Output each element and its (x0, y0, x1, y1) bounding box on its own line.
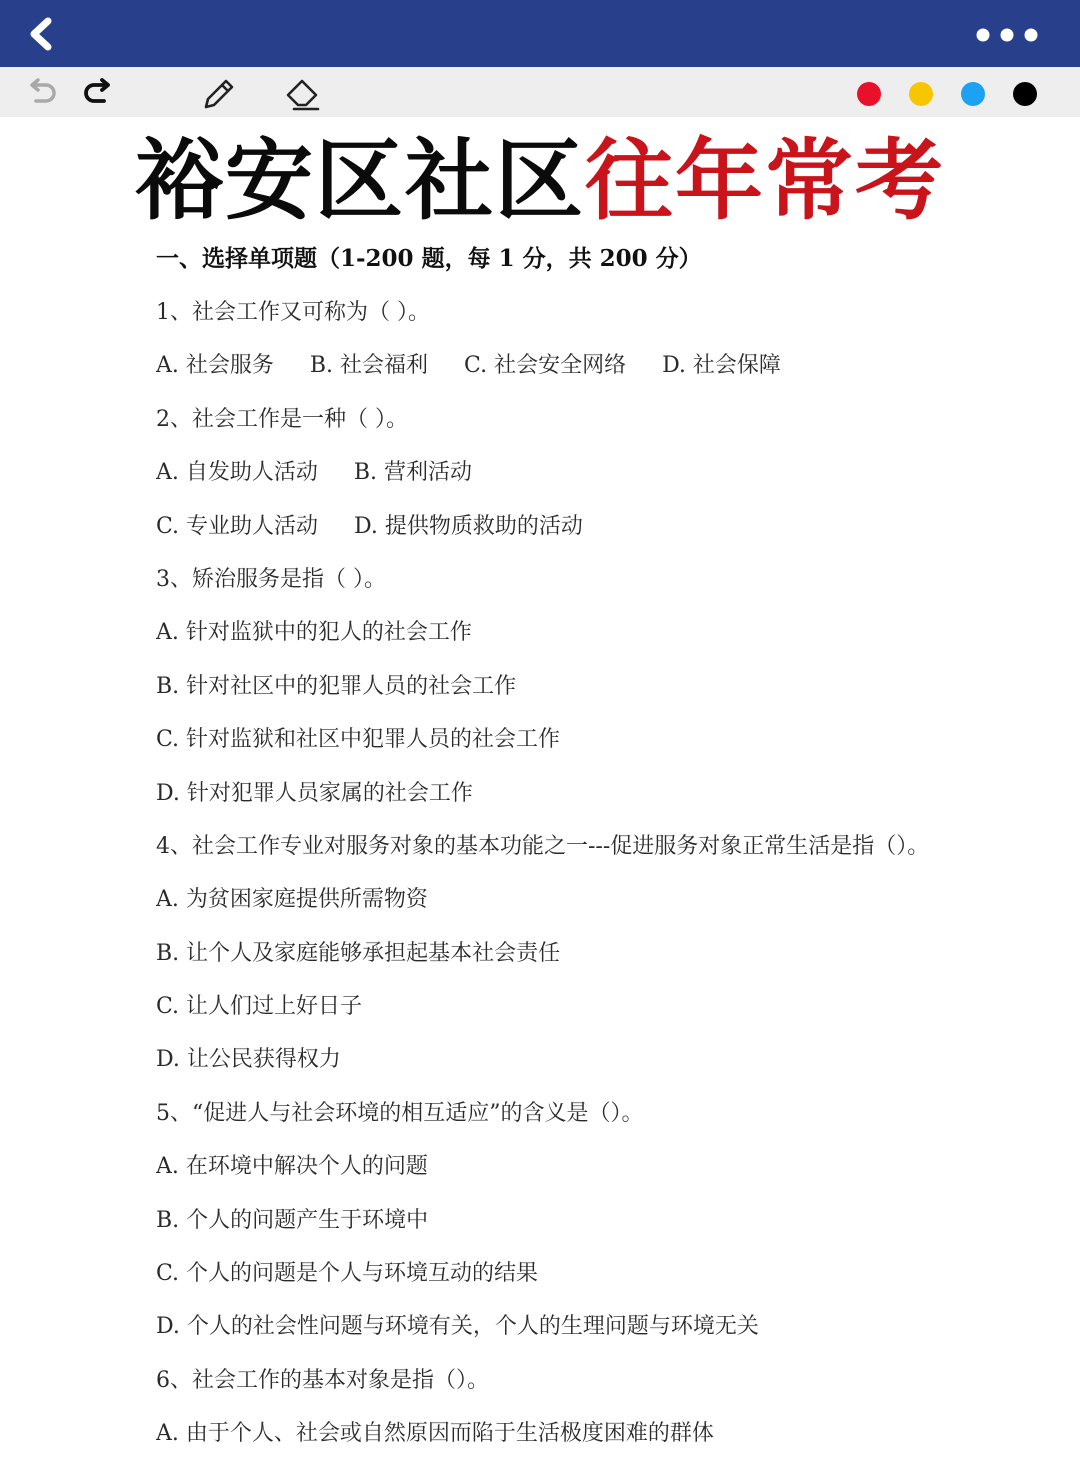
more-options-button[interactable] (974, 20, 1040, 50)
answer-option: C. 让人们过上好日子 (156, 994, 363, 1020)
option-row (156, 1407, 1040, 1460)
answer-option: D. 社会保障 (662, 353, 781, 379)
answer-option: A. 针对监狱中的犯人的社会工作 (156, 620, 472, 646)
eraser-button[interactable] (282, 73, 322, 113)
title-red-part: 往年常考 (585, 129, 946, 232)
option-row (156, 873, 1040, 926)
option-row (156, 500, 1040, 553)
option-row (156, 767, 1040, 820)
answer-option: A. 自发助人活动 (156, 460, 318, 486)
answer-option: B. 社会福利 (309, 353, 429, 379)
answer-option: B. 让个人及家庭能够承担起基本社会责任 (156, 940, 561, 966)
drawing-toolbar (0, 67, 1080, 117)
question-text: 6、社会工作的基本对象是指（）。 (156, 1367, 489, 1393)
answer-option: A. 在环境中解决个人的问题 (156, 1154, 428, 1180)
option-row (156, 713, 1040, 766)
answer-option: B. 个人的问题产生于环境中 (156, 1207, 429, 1233)
redo-button[interactable] (78, 73, 118, 113)
back-button[interactable] (18, 12, 62, 56)
section-heading: 一、选择单项题（1-200 题，每 1 分，共 200 分） (156, 245, 702, 272)
eraser-icon (282, 73, 322, 113)
answer-option: C. 专业助人活动 (156, 513, 319, 539)
option-row (156, 1194, 1040, 1247)
chevron-left-icon (18, 12, 62, 56)
pencil-icon (198, 73, 238, 113)
answer-option: B. 针对社区中的犯罪人员的社会工作 (156, 673, 517, 699)
pencil-button[interactable] (198, 73, 238, 113)
answer-option: C. 社会安全网络 (464, 353, 627, 379)
option-row (156, 339, 1040, 392)
question-text: 2、社会工作是一种（ ）。 (156, 406, 408, 432)
title-black-part: 裕安区社区 (134, 129, 585, 232)
answer-option: D. 个人的社会性问题与环境有关，个人的生理问题与环境无关 (156, 1314, 759, 1340)
answer-option: C. 个人的问题是个人与环境互动的结果 (156, 1261, 539, 1287)
option-row (156, 446, 1040, 499)
question-text: 5、“促进人与社会环境的相互适应”的含义是（）。 (156, 1100, 644, 1126)
redo-icon (78, 73, 118, 113)
question-text: 4、社会工作专业对服务对象的基本功能之一---促进服务对象正常生活是指（）。 (156, 833, 930, 859)
color-swatch-yellow[interactable] (909, 82, 933, 106)
option-row (156, 927, 1040, 980)
option-row (156, 1140, 1040, 1193)
top-app-bar (0, 0, 1080, 67)
color-swatch-blue[interactable] (961, 82, 985, 106)
option-row (156, 1300, 1040, 1353)
color-swatch-black[interactable] (1013, 82, 1037, 106)
option-row (156, 1247, 1040, 1300)
answer-option: D. 针对犯罪人员家属的社会工作 (156, 780, 473, 806)
answer-option: D. 让公民获得权力 (156, 1047, 341, 1073)
page-title (0, 126, 1080, 236)
question-text: 1、社会工作又可称为（ ）。 (156, 300, 430, 325)
option-row (156, 980, 1040, 1033)
undo-icon (22, 73, 62, 113)
question-list (156, 286, 1040, 1461)
option-row (156, 1033, 1040, 1086)
answer-option: A. 社会服务 (156, 353, 274, 379)
question-text: 3、矫治服务是指（ ）。 (156, 566, 386, 592)
more-horizontal-icon (974, 20, 1040, 50)
answer-option: C. 针对监狱和社区中犯罪人员的社会工作 (156, 727, 561, 753)
answer-option: D. 提供物质救助的活动 (354, 513, 583, 539)
answer-option: A. 为贫困家庭提供所需物资 (156, 887, 428, 913)
answer-option: B. 营利活动 (353, 460, 473, 486)
undo-button[interactable] (22, 73, 62, 113)
option-row (156, 660, 1040, 713)
option-row (156, 606, 1040, 659)
answer-option: A. 由于个人、社会或自然原因而陷于生活极度困难的群体 (156, 1421, 714, 1447)
color-swatch-red[interactable] (857, 82, 881, 106)
